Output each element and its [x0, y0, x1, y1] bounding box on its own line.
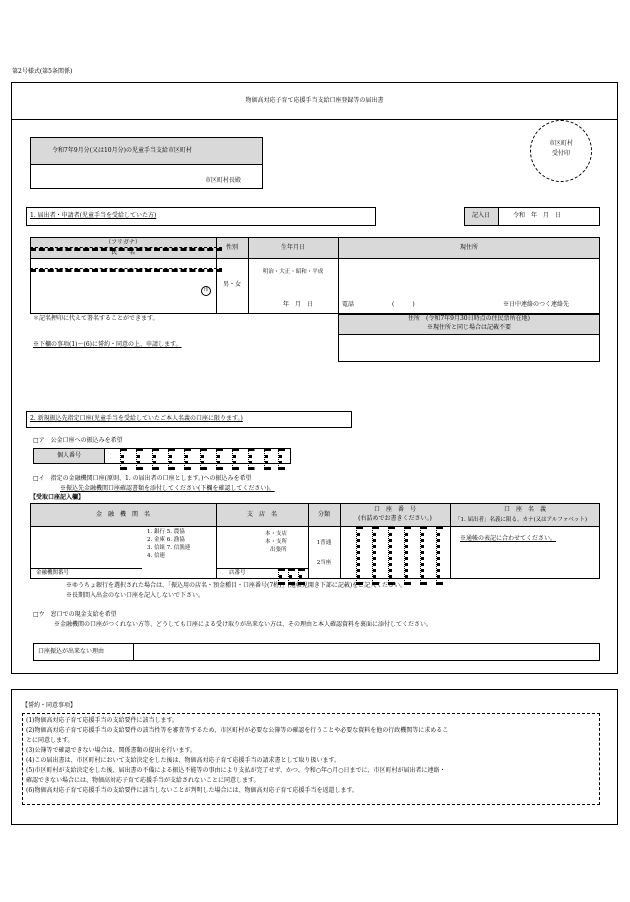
applicant-header-line — [30, 258, 600, 259]
digit-divider — [184, 448, 188, 470]
option-u-note: ※金融機関の口座がつくれない方等、どうしても口座による受け取りが出来ない方は、その理由と本人確認資料を裏面に添付してください。 — [54, 621, 433, 628]
col-divider — [216, 568, 217, 579]
account-digit-divider — [404, 526, 408, 585]
pledge-item: (4)この届出書は、市区町村において支給決定をした後は、物価高対応子育て応援手当の請求書として取り扱います。 — [26, 757, 341, 764]
page-title: 物価高対応子育て応援手当支給口座登録等の届出書 — [245, 97, 384, 104]
pledge-item: とに同意します。 — [26, 737, 74, 744]
branch-code-row-line — [216, 568, 308, 569]
personal-number-label: 個人番号 — [56, 452, 81, 459]
bank-type-option[interactable]: 1. 銀行 5. 農協 — [147, 529, 185, 535]
birth-label: 生年月日 — [280, 244, 305, 251]
account-digit-divider — [420, 526, 424, 585]
section1-heading: 1. 届出者・申請者(児童手当を受給していた方) — [30, 212, 157, 219]
digit-divider — [278, 448, 282, 470]
sign-note: ＊記名押印に代えて署名することができます。 — [33, 315, 159, 322]
digit-divider — [120, 448, 124, 470]
pledge-heading: 【誓約・同意事項】 — [22, 702, 77, 709]
pledge-item: (3)公簿等で確認できない場合は、関係書類の提出を行います。 — [26, 747, 197, 754]
no-account-reason-field[interactable] — [33, 643, 600, 661]
long-term-note: ※長期間入出金のない口座を記入しないで下さい。 — [66, 592, 205, 599]
furigana-label: （フリガナ） — [105, 239, 141, 246]
birth-date-format[interactable]: 年 月 日 — [283, 301, 314, 308]
yucho-note: ※ゆうちょ銀行を選択された場合は、「振込用の店名・預金種目・口座番号(7桁)」(通帳見開き下部に記載)をご記入ください。 — [66, 582, 407, 589]
addressee-divider — [30, 164, 263, 165]
option-a-public-account[interactable]: □ア 公金口座への振込みを希望 — [33, 437, 123, 444]
juminhyo-divider — [338, 334, 600, 335]
addressee-mayor: 市区町村長殿 — [205, 177, 242, 184]
no-account-reason-label: 口座振込が出来ない理由 — [38, 648, 105, 655]
account-entry-heading: 【受取口座記入欄】 — [30, 494, 85, 501]
holder-note: 「1. 届出者」名義に限る。カナ(又はアルファベット) — [455, 517, 587, 523]
account-digit-divider — [372, 526, 376, 585]
branch-code-label: 店番号 — [229, 570, 246, 576]
pledge-item: 確認できない場合には、物価高対応子育て応援手当が支給されないことに同意します。 — [26, 777, 260, 784]
col-divider — [340, 503, 341, 579]
name-label: 氏 名 — [110, 249, 135, 256]
branch-type-option[interactable]: 出張所 — [270, 547, 287, 553]
digit-divider — [136, 448, 140, 470]
stamp-label: 受付印 — [551, 150, 570, 157]
stamp-label: 市区町村 — [548, 140, 573, 147]
entry-date-divider — [498, 207, 499, 226]
form-number: 第2号様式(第5条関係) — [12, 68, 73, 75]
entry-date-label: 記入日 — [472, 212, 491, 219]
entry-date-value[interactable]: 令和 年 月 日 — [513, 212, 562, 219]
account-digit-divider — [436, 526, 440, 585]
account-digit-divider — [388, 526, 392, 585]
col-account-number-sub: (右詰めでお書きください。) — [358, 515, 432, 522]
title-divider — [11, 119, 618, 120]
address-label: 現住所 — [459, 244, 478, 251]
digit-divider — [264, 448, 268, 470]
digit-divider — [200, 448, 204, 470]
phone-label: 電話 — [342, 301, 355, 308]
reason-divider — [133, 643, 134, 661]
seal-mark: 印 — [203, 287, 209, 293]
pledge-item: (5)市区町村が支給決定をした後、届出書の不備による振込不能等の事由により支払が完了せず、かつ、令和○年○月○日までに、市区町村が届出者に連絡・ — [26, 767, 446, 774]
col-account-type: 分類 — [317, 511, 330, 518]
gender-label: 性別 — [225, 244, 238, 251]
section2-heading: 2. 新規振込先指定口座(児童手当を受給していたご本人名義の口座に限ります。) — [30, 415, 243, 422]
daytime-contact-note: ※日中連絡のつく連絡先 — [503, 301, 570, 308]
consent-note: ※下欄の事項(1)～(6)に誓約・同意の上、申請します。 — [33, 341, 182, 348]
account-type-option[interactable]: 1普通 — [316, 540, 332, 546]
digit-divider — [168, 448, 172, 470]
digit-divider — [232, 448, 236, 470]
option-i-note: ※振込先金融機関口座確認書類を添付してください(下欄を確認してください)。 — [60, 485, 275, 492]
branch-type-option[interactable]: 本・支店 — [265, 531, 288, 537]
account-digit-divider — [356, 526, 360, 585]
bank-type-option[interactable]: 3. 信組 7. 信漁連 — [147, 545, 191, 551]
furigana-field-line — [30, 268, 222, 272]
juminhyo-address-label: 住所 (令和7年9月30日時点の住民票所在地) — [408, 315, 530, 322]
branch-type-option[interactable]: 本・支所 — [265, 539, 288, 545]
same-address-note: ※現住所と同じ場合は記載不要 — [426, 324, 511, 331]
bank-type-option[interactable]: 2. 金庫 6. 漁協 — [147, 537, 185, 543]
addressee-municipality: 令和7年9月分(又は10月分)の児童手当支給市区町村 — [52, 147, 192, 154]
bank-type-option[interactable]: 4. 信連 — [147, 553, 165, 559]
digit-divider — [216, 448, 220, 470]
col-bank-name: 金 融 機 関 名 — [95, 511, 150, 518]
col-branch-name: 支 店 名 — [246, 511, 277, 518]
era-options[interactable]: 明治・大正・昭和・平成 — [262, 269, 324, 275]
bank-code-row-line — [30, 568, 142, 569]
account-type-option[interactable]: 2当座 — [316, 560, 332, 566]
col-account-holder: 口 座 名 義 — [503, 506, 546, 513]
digit-divider — [104, 448, 105, 464]
bank-code-label: 金融機関番号 — [36, 570, 70, 576]
option-u-cash[interactable]: □ウ 窓口での現金支給を希望 — [33, 611, 117, 618]
phone-parens[interactable]: ( ) — [392, 301, 415, 308]
holder-note-2: ※通帳の表記に合わせてください。 — [460, 535, 557, 542]
pledge-item: (6)物価高対応子育て応援手当の支給要件に該当しないことが判明した場合には、物価高対応子育て応援手当を返還します。 — [26, 787, 359, 794]
digit-divider — [248, 448, 252, 470]
pledge-item: (1)物価高対応子育て応援手当の支給要件に該当します。 — [26, 717, 179, 724]
col-account-number: 口 座 番 号 — [373, 506, 416, 513]
digit-divider — [152, 448, 156, 470]
gender-options[interactable]: 男・女 — [222, 281, 241, 288]
option-i-bank-account[interactable]: □イ 指定の金融機関口座(原則、1. の届出者の口座とします。)への振込みを希望 — [33, 475, 252, 482]
pledge-item: (2)物価高対応子育て応援手当の支給要件の該当性等を審査等するため、市区町村が必要な公簿等の確認を行うことや必要な資料を他の行政機関等に求めるこ — [26, 727, 449, 734]
